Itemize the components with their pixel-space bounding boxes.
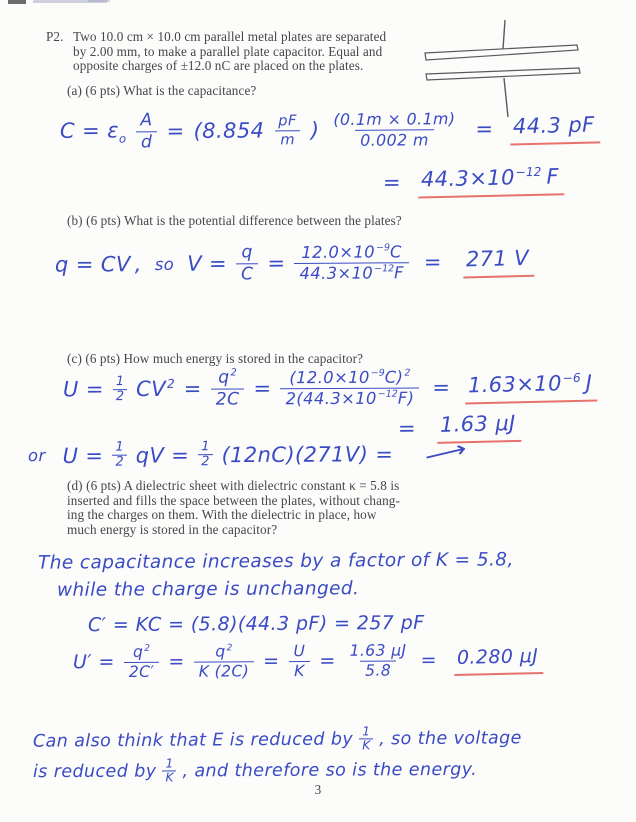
frac-A-over-d: $\frac{A}{d}$ [135,111,157,151]
work-c-row1 [63,367,598,410]
work-b-veq: V = [187,251,228,276]
frac-one-half: $\frac{1}{2}$ [198,440,212,469]
scan-artifact [88,0,110,2]
page-number: 3 [314,782,322,797]
frac-area-over-gap: $\frac{(0.1m \times 0.1m)}{0.002 m}$ [333,109,456,150]
footnote-text: , so the voltage [379,728,522,750]
epsilon-value-close: ) [310,118,320,143]
frac-numerator: $q^2$ [132,642,151,661]
answer-energy-microjoule: 1.63 μJ [437,411,522,444]
problem-line: by 2.00 mm, to make a parallel plate capacitor. Equal and [73,43,383,59]
question-c: (c) (6 pts) How much energy is stored in the capacitor? [67,351,364,366]
work-d-capacitance-line: C′ = KC = (5.8)(44.3 pF) = 257 pF [87,611,425,637]
work-c-alt-mid: qV = [135,442,190,468]
frac-q-over-C: $\frac{q}{C}$ [236,243,259,283]
equals-sign: = [168,650,185,674]
answer-capacitance-si: $44.3\times 10^{-12}$ F [418,164,565,198]
work-c-ueq: U = [62,377,104,402]
work-b-row [55,241,534,285]
work-d-ulhs: U′ = [72,651,115,674]
top-wire [503,20,505,49]
footnote-text: Can also think that E is reduced by [32,729,354,752]
frac-one-half: $\frac{1}{2}$ [112,441,126,470]
equals-sign: = [475,116,494,142]
frac-q2-over-2Cprime: $\frac{q^2}{2C'}$ [124,644,160,681]
work-d-energy-row [73,642,543,681]
equals-sign: = [397,415,417,440]
question-d-line: much energy is stored in the capacitor? [67,522,278,538]
frac-numerator: $(12.0\times 10^{-9}C)^2$ [289,367,411,388]
answer-capacitance-pf: 44.3 pF [510,112,600,145]
work-d-note2: while the charge is unchanged. [56,578,360,601]
frac-one-over-K: $\frac{1}{K}$ [359,725,373,753]
work-b-so: so [154,254,175,274]
equals-sign: = [267,251,286,276]
or-label: or [27,446,46,466]
frac-denominator: $44.3\times 10^{-12}F$ [294,262,409,282]
question-b: (b) (6 pts) What is the potential difference between the plates? [67,213,402,228]
footnote-text: is reduced by [32,761,157,782]
frac-numerator: $q^2$ [218,367,237,388]
equals-sign: = [166,119,185,144]
work-a-lhs: $C = \varepsilon_o$ [59,117,127,146]
answer-energy-si: $1.63\times 10^{-6}$ J [465,370,598,404]
epsilon-value-open: (8.854 [193,118,265,144]
equals-sign: = [183,376,202,401]
question-d-line: ing the charges on them. With the dielectric in place, how [67,507,377,523]
frac-q2-over-K2C: $\frac{q^2}{K (2C)}$ [194,643,255,680]
equals-sign: = [432,375,451,400]
problem-statement [46,30,446,74]
equals-sign: = [253,376,272,401]
work-c-alt-ueq: U = [62,443,104,468]
work-a-row1 [60,108,600,152]
footnote-line2 [33,756,477,786]
problem-line: opposite charges of ±12.0 nC are placed on the plates. [73,58,364,74]
problem-number: P2. [46,29,64,44]
question-d-line: inserted and fills the space between the plates, without chang- [67,492,400,508]
frac-q2-over-2C: $\frac{q^2}{2C}$ [211,368,245,408]
work-c-cv2: $CV^2$ [136,376,175,402]
footnote-line1 [33,724,522,755]
equals-sign: = [382,169,402,194]
question-d [67,479,447,538]
frac-one-half: $\frac{1}{2}$ [113,375,127,404]
problem-text [73,30,386,74]
work-d-note1: The capacitance increases by a factor of K = 5.8, [37,549,514,574]
frac-charge-over-capacitance [294,243,409,282]
question-d-line: (d) (6 pts) A dielectric sheet with dielectric constant κ = 5.8 is [67,478,400,493]
footnote-text: , and therefore so is the energy. [182,759,478,782]
frac-numerator: $12.0\times 10^{-9}C$ [301,242,402,262]
frac-numerator: $q^2$ [215,642,233,661]
answer-voltage: 271 V [463,245,535,278]
problem-line: Two 10.0 cm × 10.0 cm parallel metal plates are separated [73,29,387,44]
scan-artifact [8,0,26,4]
equals-sign: = [319,650,336,673]
answer-energy-with-dielectric: 0.280 μJ [454,645,544,676]
frac-U-over-K: $\frac{U}{K}$ [288,643,310,680]
frac-one-over-K: $\frac{1}{K}$ [162,757,176,785]
equals-sign: = [423,250,442,275]
work-b-start: q = CV , [54,252,142,277]
work-c-alt-end: (12nC)(271V) = [221,441,394,467]
question-a: (a) (6 pts) What is the capacitance? [67,83,257,98]
frac-pF-over-m: $\frac{pF}{m}$ [273,113,302,148]
top-plate [425,45,578,60]
frac-energy-over-kappa: $\frac{1.63 \mu J}{5.8}$ [349,641,407,680]
frac-denominator: $2(44.3\times 10^{-12}F)$ [280,387,419,407]
arrow-to-answer: ⟶ [422,436,471,471]
work-a-row2 [383,166,564,198]
work-c-alt-row [27,436,471,471]
equals-sign: = [420,649,437,672]
bottom-plate [426,68,580,80]
equals-sign: = [263,650,280,673]
frac-q2-over-2C-values [280,368,419,407]
